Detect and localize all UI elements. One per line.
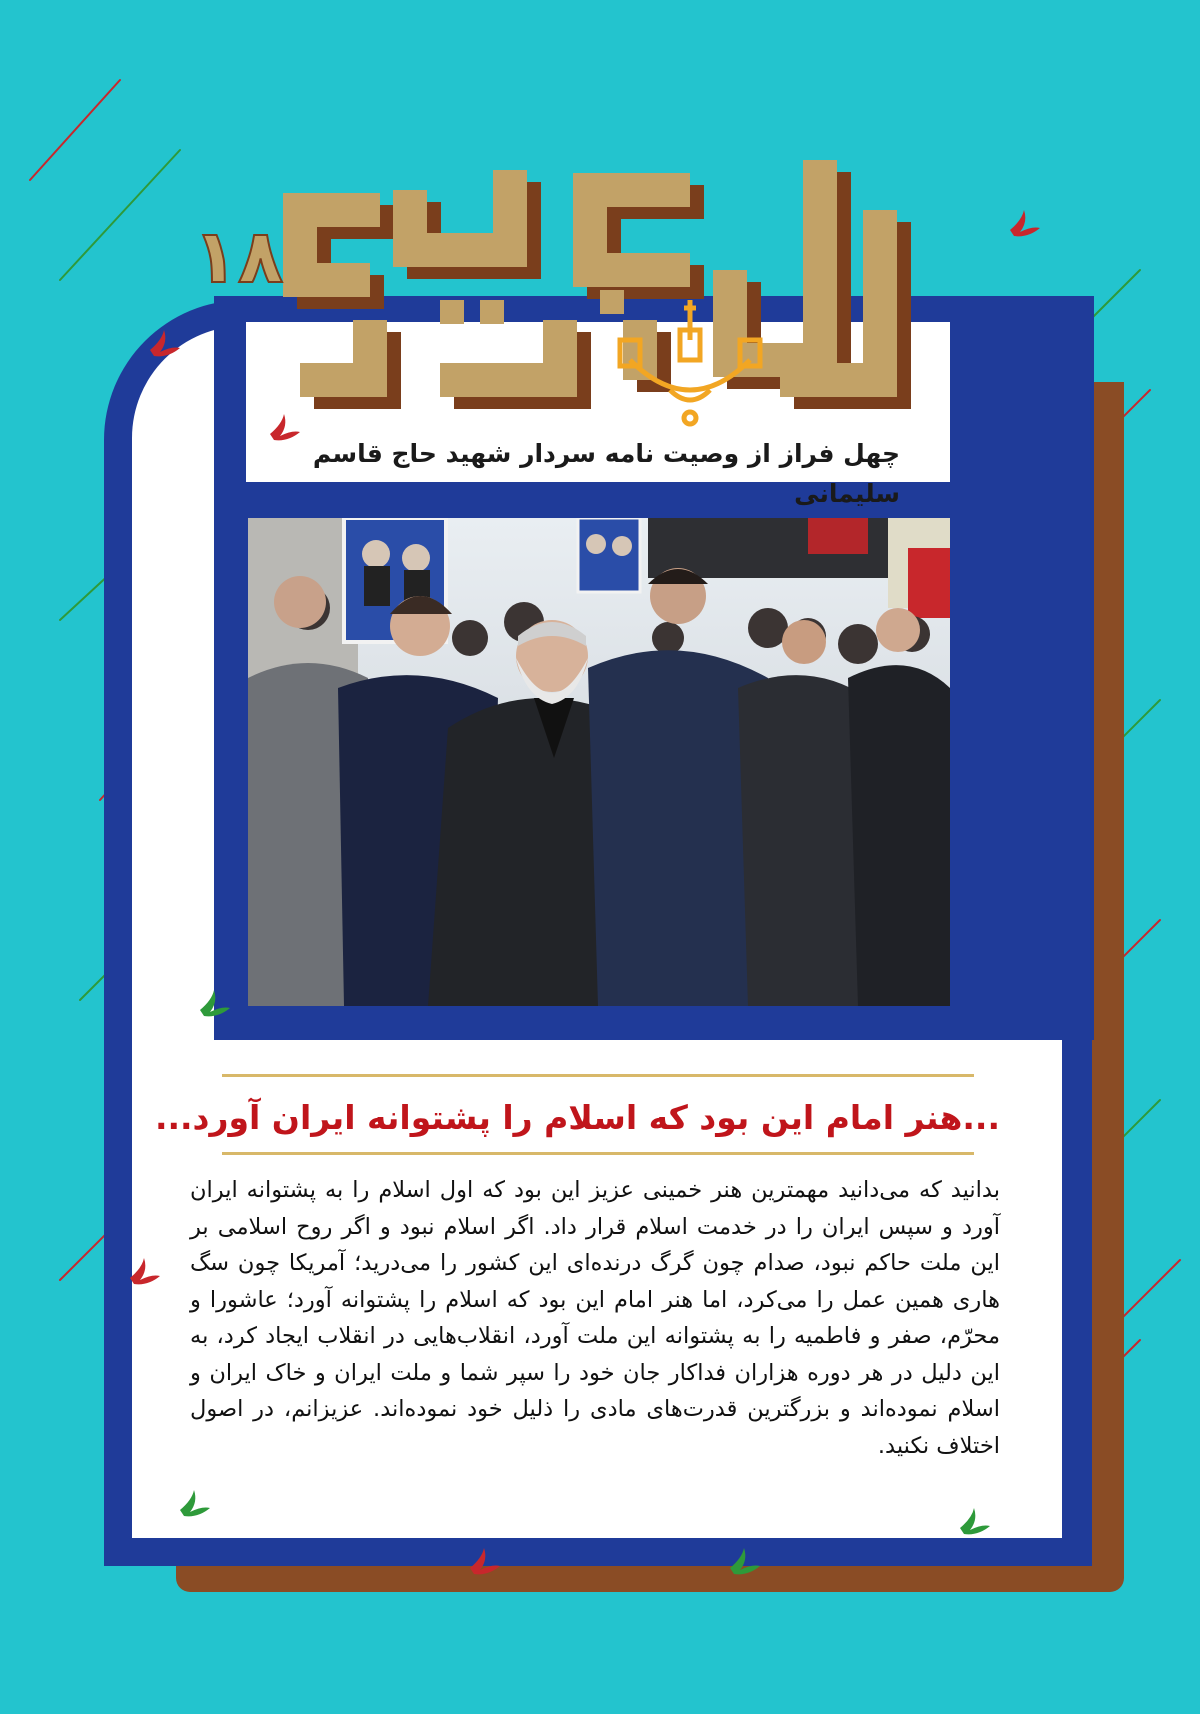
chehel-cheragh-logo: [260, 150, 940, 430]
decorative-line: [60, 150, 180, 280]
top-divider: [222, 1074, 974, 1077]
leaf-ornament-icon: [1010, 210, 1040, 236]
issue-number: ۱۸: [192, 214, 284, 300]
body-text: بدانید که می‌دانید مهمترین هنر خمینی عزیز این بود که اول اسلام را به پشتوانه ایران آورد و سپس ایران را در خدمت اسلام قرار داد. اگر اسلام نبود و اگر روح اسلامی بر این ملت حاکم نبود، صدام چون گرگ درنده‌ای این کشور را می‌درید؛ آمریکا چون سگ هاری همین عمل را می‌کرد، اما هنر امام این بود که اسلام را پشتوانه آورد؛ عاشورا و محرّم، صفر و فاطمیه را به پشتوانه این ملت آورد، انقلاب‌هایی در انقلاب ایجاد کرد، به این دلیل در هر دوره هزاران فداکار جان خود را سپر شما و ملت ایران و خاک ایران و اسلام نموده‌اند و بزرگترین قدرت‌های مادی را ذلیل خود نموده‌اند. عزیزانم، در اصول اختلاف نکنید.: [190, 1177, 1000, 1459]
decorative-line: [30, 80, 120, 180]
headline: ...هنر امام این بود که اسلام را پشتوانه ایران آورد...: [154, 1098, 1000, 1137]
series-subtitle: چهل فراز از وصیت نامه سردار شهید حاج قاسم سلیمانی: [312, 439, 900, 508]
news-photo: [248, 518, 950, 1006]
bottom-divider: [222, 1152, 974, 1155]
